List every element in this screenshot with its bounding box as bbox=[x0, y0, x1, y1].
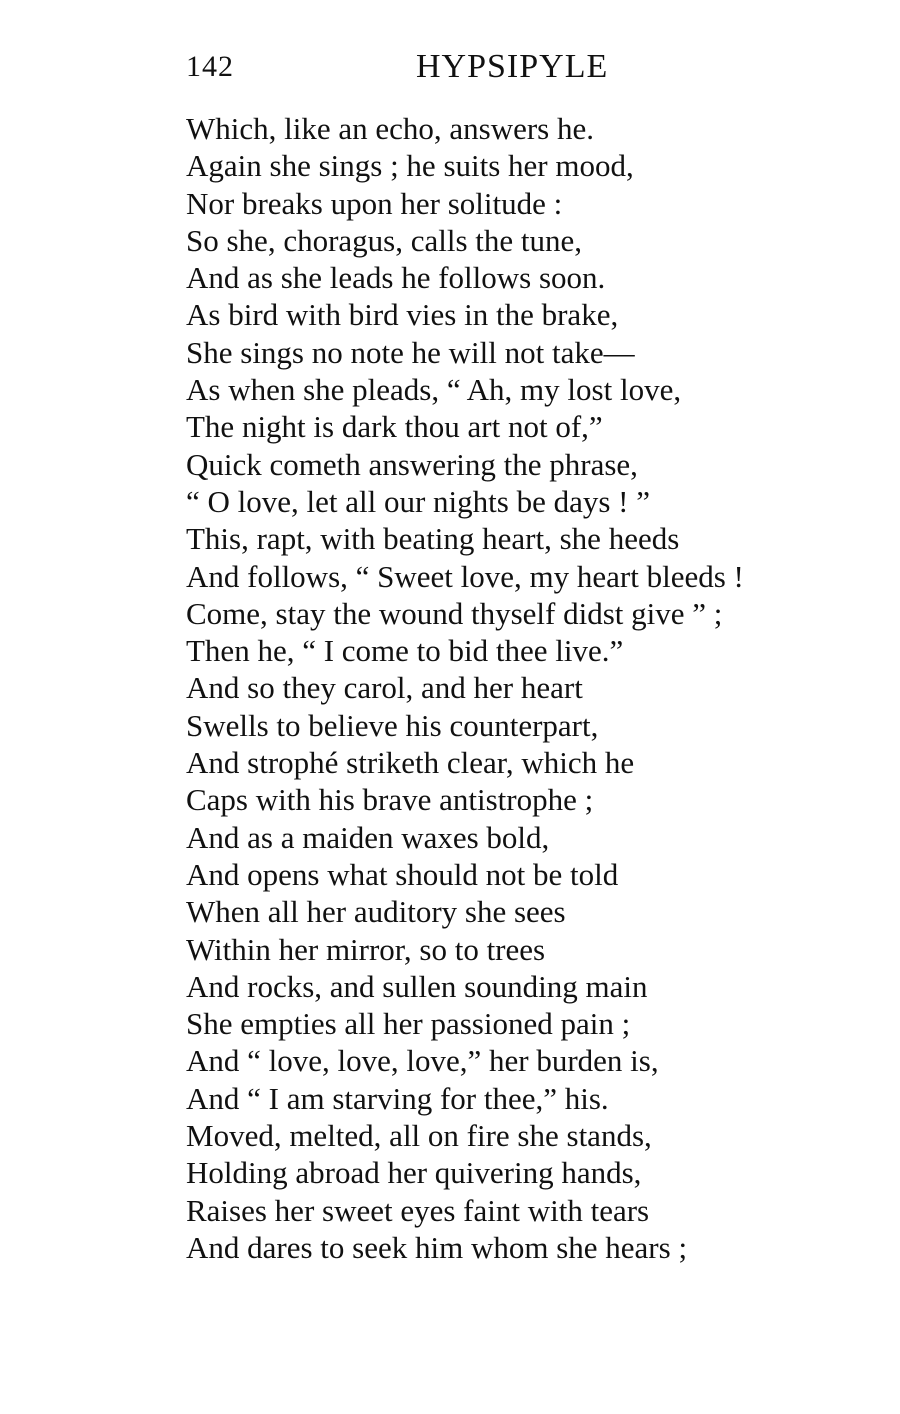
running-title: HYPSIPYLE bbox=[416, 48, 609, 85]
poem-line: Nor breaks upon her solitude : bbox=[186, 185, 563, 221]
poem-line: Then he, “ I come to bid thee live.” bbox=[186, 633, 624, 669]
poem-line: And follows, “ Sweet love, my heart bleeds ! bbox=[186, 558, 744, 594]
poem-line: Which, like an echo, answers he. bbox=[186, 111, 595, 146]
poem-line: “ O love, let all our nights be days ! ” bbox=[186, 483, 651, 519]
poem-line: And rocks, and sullen sounding main bbox=[186, 968, 648, 1004]
poem-line: When all her auditory she sees bbox=[186, 894, 566, 930]
poem-line: As bird with bird vies in the brake, bbox=[186, 297, 619, 333]
poem-line: Within her mirror, so to trees bbox=[186, 931, 546, 967]
poem-line: Caps with his brave antistrophe ; bbox=[186, 782, 594, 818]
poem-line: And “ love, love, love,” her burden is, bbox=[186, 1043, 659, 1079]
poem-text bbox=[186, 110, 866, 1266]
poem-line: Holding abroad her quivering hands, bbox=[186, 1155, 642, 1191]
poem-line: Swells to believe his counterpart, bbox=[186, 707, 599, 743]
poem-line: This, rapt, with beating heart, she heeds bbox=[186, 521, 680, 557]
page-header bbox=[186, 50, 786, 90]
poem-line: And so they carol, and her heart bbox=[186, 670, 583, 706]
poem-line: And as she leads he follows soon. bbox=[186, 260, 606, 296]
poem-line: So she, choragus, calls the tune, bbox=[186, 222, 583, 258]
poem-line: She empties all her passioned pain ; bbox=[186, 1006, 631, 1042]
poem-line: And “ I am starving for thee,” his. bbox=[186, 1080, 609, 1116]
poem-line: As when she pleads, “ Ah, my lost love, bbox=[186, 372, 682, 408]
poem-line: And dares to seek him whom she hears ; bbox=[186, 1229, 688, 1265]
poem-line: She sings no note he will not take— bbox=[186, 334, 635, 370]
poem-line: And as a maiden waxes bold, bbox=[186, 819, 550, 855]
poem-line: Quick cometh answering the phrase, bbox=[186, 446, 638, 482]
poem-line: Come, stay the wound thyself didst give ” ; bbox=[186, 595, 723, 631]
poem-line: The night is dark thou art not of,” bbox=[186, 409, 603, 445]
page-number: 142 bbox=[186, 50, 234, 83]
poem-line: Again she sings ; he suits her mood, bbox=[186, 148, 634, 184]
poem-line: Moved, melted, all on fire she stands, bbox=[186, 1118, 652, 1154]
poem-line: Raises her sweet eyes faint with tears bbox=[186, 1192, 650, 1228]
poem-line: And strophé striketh clear, which he bbox=[186, 745, 635, 781]
poem-line: And opens what should not be told bbox=[186, 856, 619, 892]
